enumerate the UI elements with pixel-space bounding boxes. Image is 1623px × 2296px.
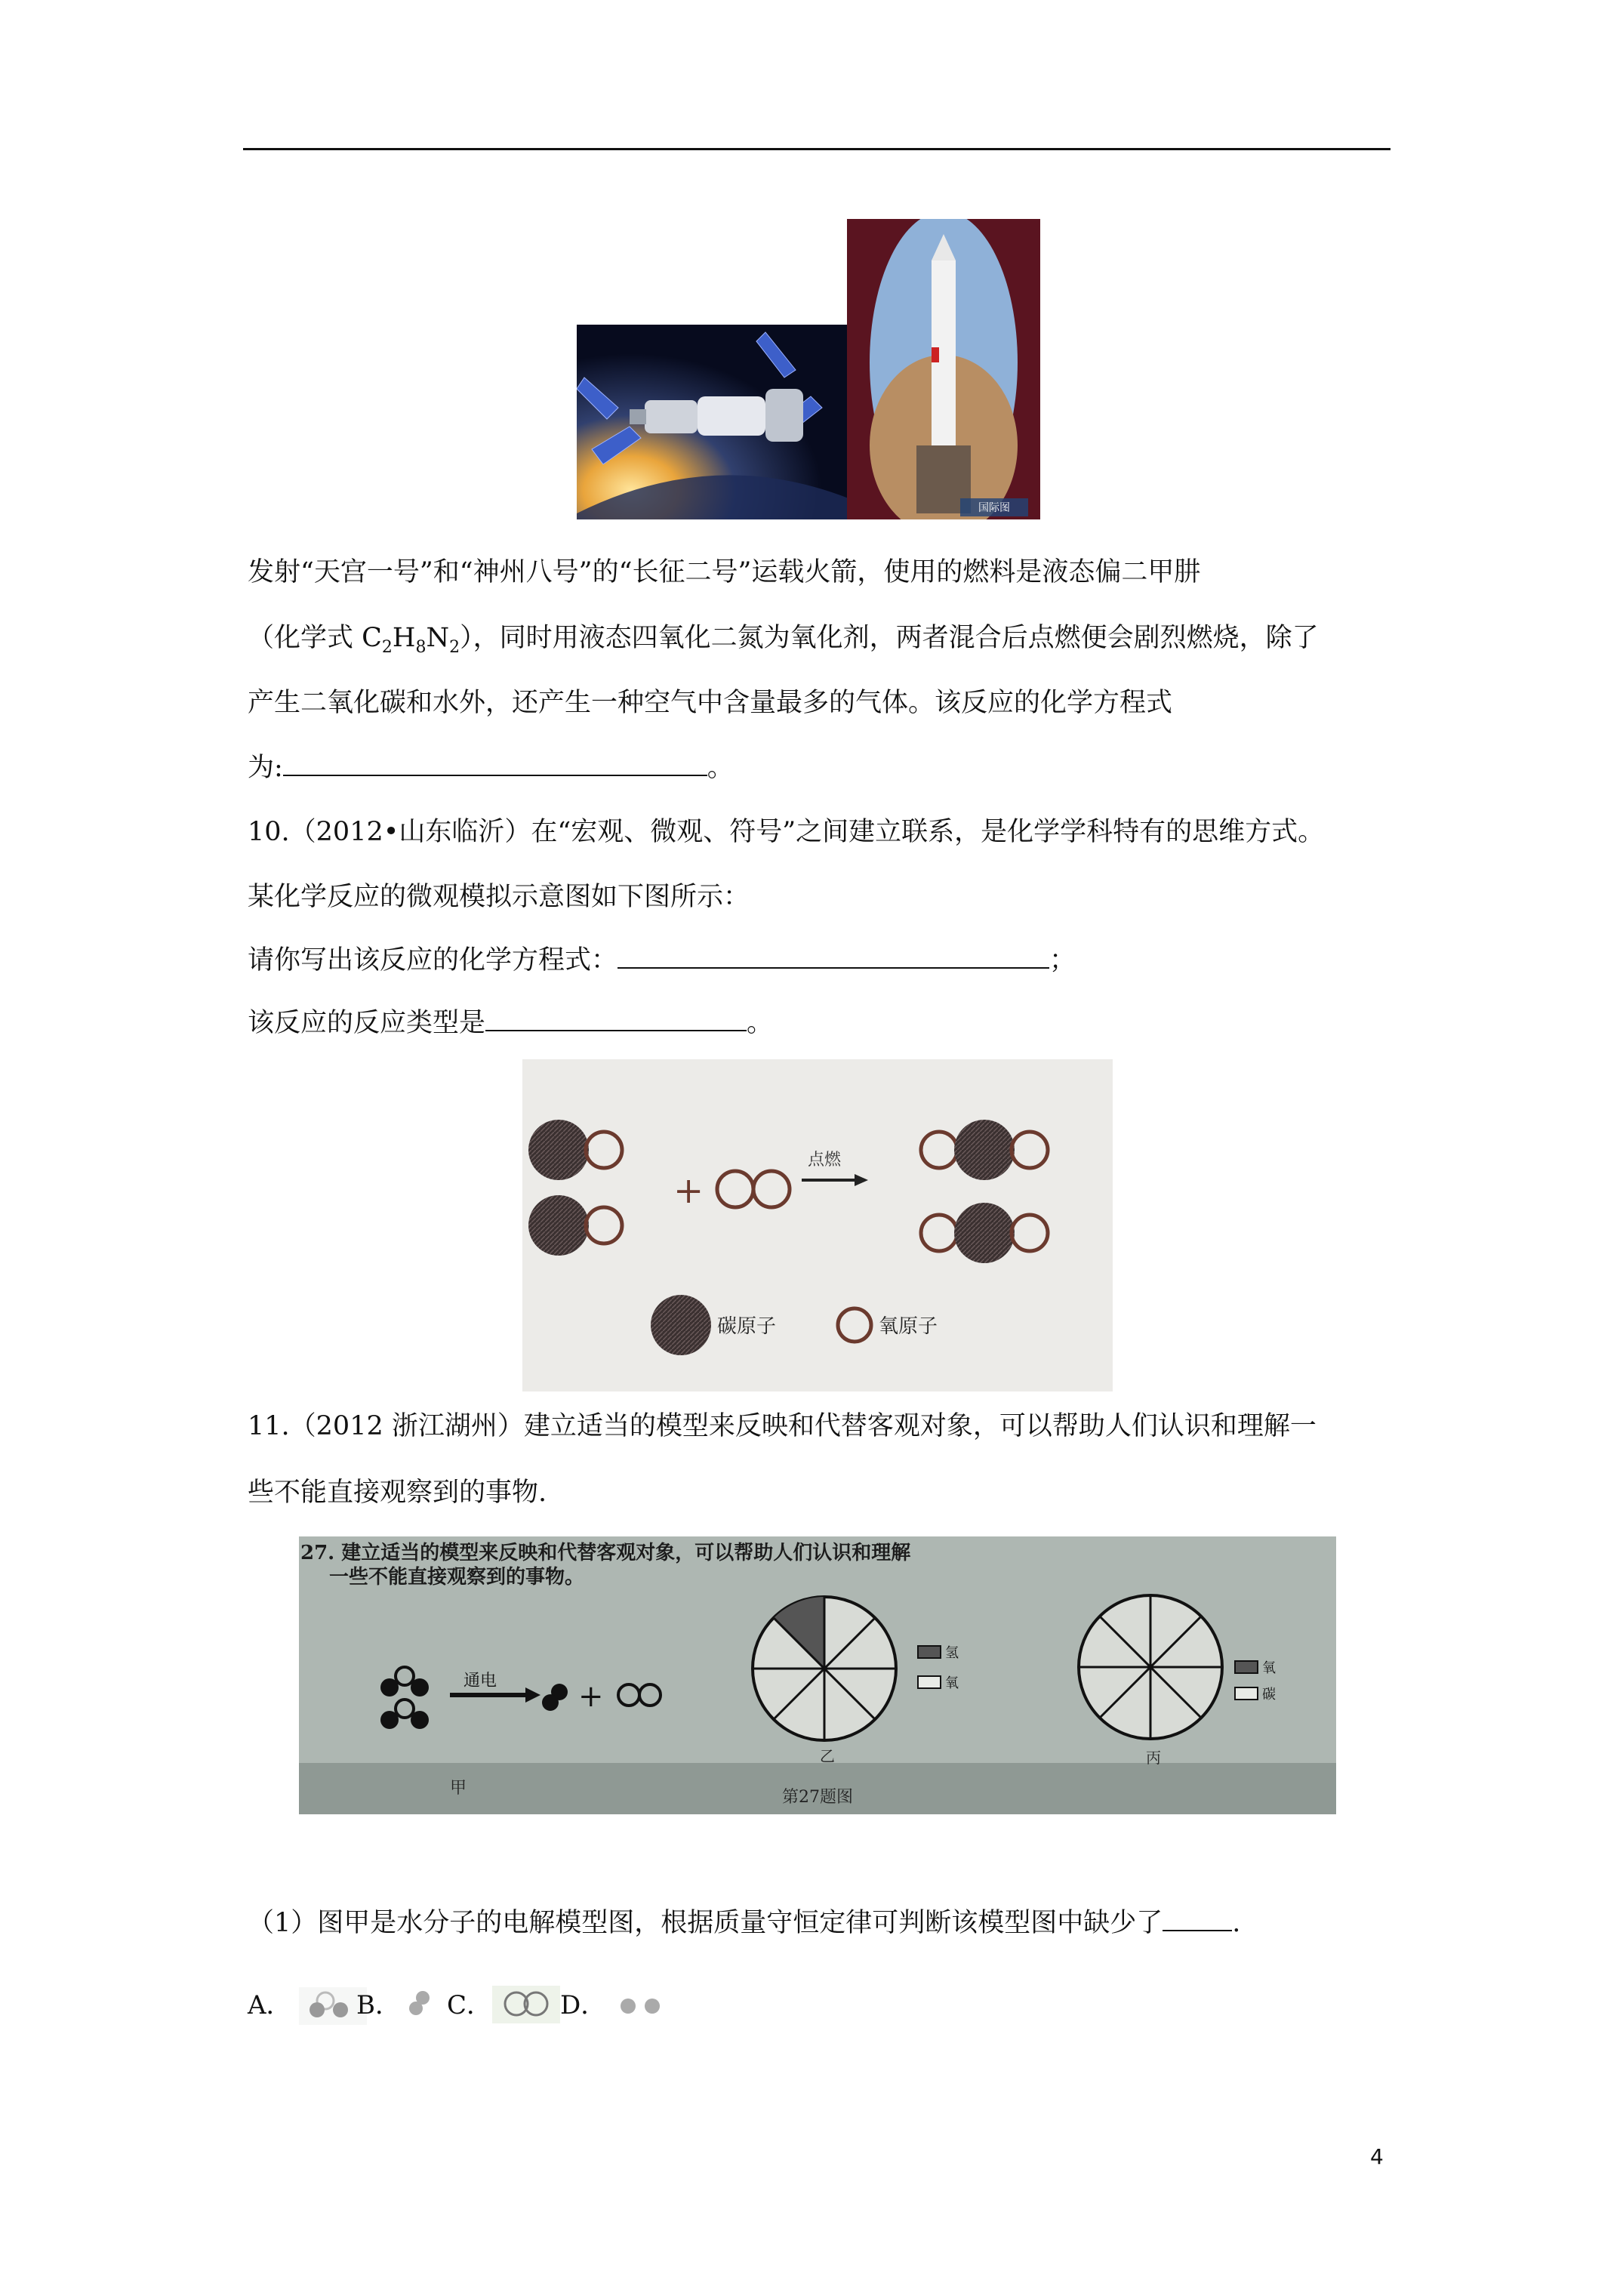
legend-swatch-light [1235,1687,1258,1700]
option-c-label: C． [447,1990,493,2020]
q10-line1: 10.（2012•山东临沂）在“宏观、微观、符号”之间建立联系，是化学学科特有的思维方式。 [248,817,1325,847]
q9-line4: 为: 。 [248,753,734,783]
legend-bing-2: 碳 [1262,1687,1276,1703]
arrow-label: 点燃 [807,1151,842,1170]
label-jia: 甲 [450,1779,467,1798]
legend-swatch-light [918,1676,941,1688]
equation-blank[interactable] [617,945,1049,969]
page-number: 4 [1370,2144,1384,2169]
plus-sign: + [673,1170,704,1212]
co-molecule [528,1195,622,1256]
q10-line4: 该反应的反应类型是 。 [248,1008,774,1038]
q11-line2: 些不能直接观察到的事物. [248,1478,547,1508]
legend-bing-1: 氧 [1262,1660,1276,1676]
o2-molecule [717,1171,790,1207]
figure-plus: + [578,1679,604,1714]
option-b-image[interactable] [399,1986,444,2023]
reaction-type-blank[interactable] [485,1007,747,1031]
legend-swatch-dark [1235,1661,1258,1673]
pie-chart-bing [1079,1595,1222,1739]
reaction-arrow [802,1174,868,1186]
oxygen-atom-legend [838,1308,871,1342]
q9-line2: （化学式 $C_2H_8N_2$），同时用液态四氧化二氮为氧化剂，两者混合后点燃便会剧烈燃烧，除了 [248,623,1319,657]
carbon-atom-legend [651,1295,711,1355]
legend-oxygen: 氧原子 [879,1315,938,1338]
co2-molecule [921,1120,1048,1180]
q11-sub1: （1）图甲是水分子的电解模型图，根据质量守恒定律可判断该模型图中缺少了 . [248,1908,1241,1938]
photo-watermark: 国际图 [978,502,1010,514]
options-row [248,1983,776,2028]
legend-yi-2: 氧 [945,1675,959,1691]
label-yi: 乙 [820,1747,835,1765]
option-b-label: B． [356,1990,401,2020]
q10-line3: 请你写出该反应的化学方程式： ； [248,945,1076,975]
answer-blank[interactable] [283,752,707,776]
figure-caption: 第27题图 [782,1788,853,1807]
figure-header-1: 27. 建立适当的模型来反映和代替客观对象，可以帮助人们认识和理解 [300,1542,911,1564]
reaction-diagram [522,1059,1113,1391]
model-figure-photo [299,1536,1336,1814]
legend-yi-1: 氢 [945,1645,959,1661]
legend-swatch-dark [918,1646,941,1658]
header-rule [243,148,1390,150]
option-d-label: D． [560,1990,607,2020]
missing-model-blank[interactable] [1163,1907,1232,1931]
spacecraft-photo [577,325,848,519]
pie-chart-yi [753,1597,896,1740]
label-bing: 丙 [1146,1749,1161,1767]
option-d-image[interactable] [610,1987,670,2025]
co-molecule [528,1120,622,1180]
legend-carbon: 碳原子 [717,1315,777,1338]
q9-line1: 发射“天宫一号”和“神州八号”的“长征二号”运载火箭，使用的燃料是液态偏二甲肼 [248,557,1201,587]
co2-molecule [921,1203,1048,1263]
q9-line3: 产生二氧化碳和水外，还产生一种空气中含量最多的气体。该反应的化学方程式 [248,688,1173,718]
option-c-image[interactable] [492,1986,560,2023]
electrolysis-label: 通电 [463,1672,497,1690]
figure-header-2: 一些不能直接观察到的事物。 [329,1566,585,1589]
option-a-label: A． [248,1990,292,2020]
q11-line1: 11.（2012 浙江湖州）建立适当的模型来反映和代替客观对象，可以帮助人们认识和理解一 [248,1411,1317,1441]
rocket-photo [847,219,1040,519]
q10-line2: 某化学反应的微观模拟示意图如下图所示： [248,882,750,912]
